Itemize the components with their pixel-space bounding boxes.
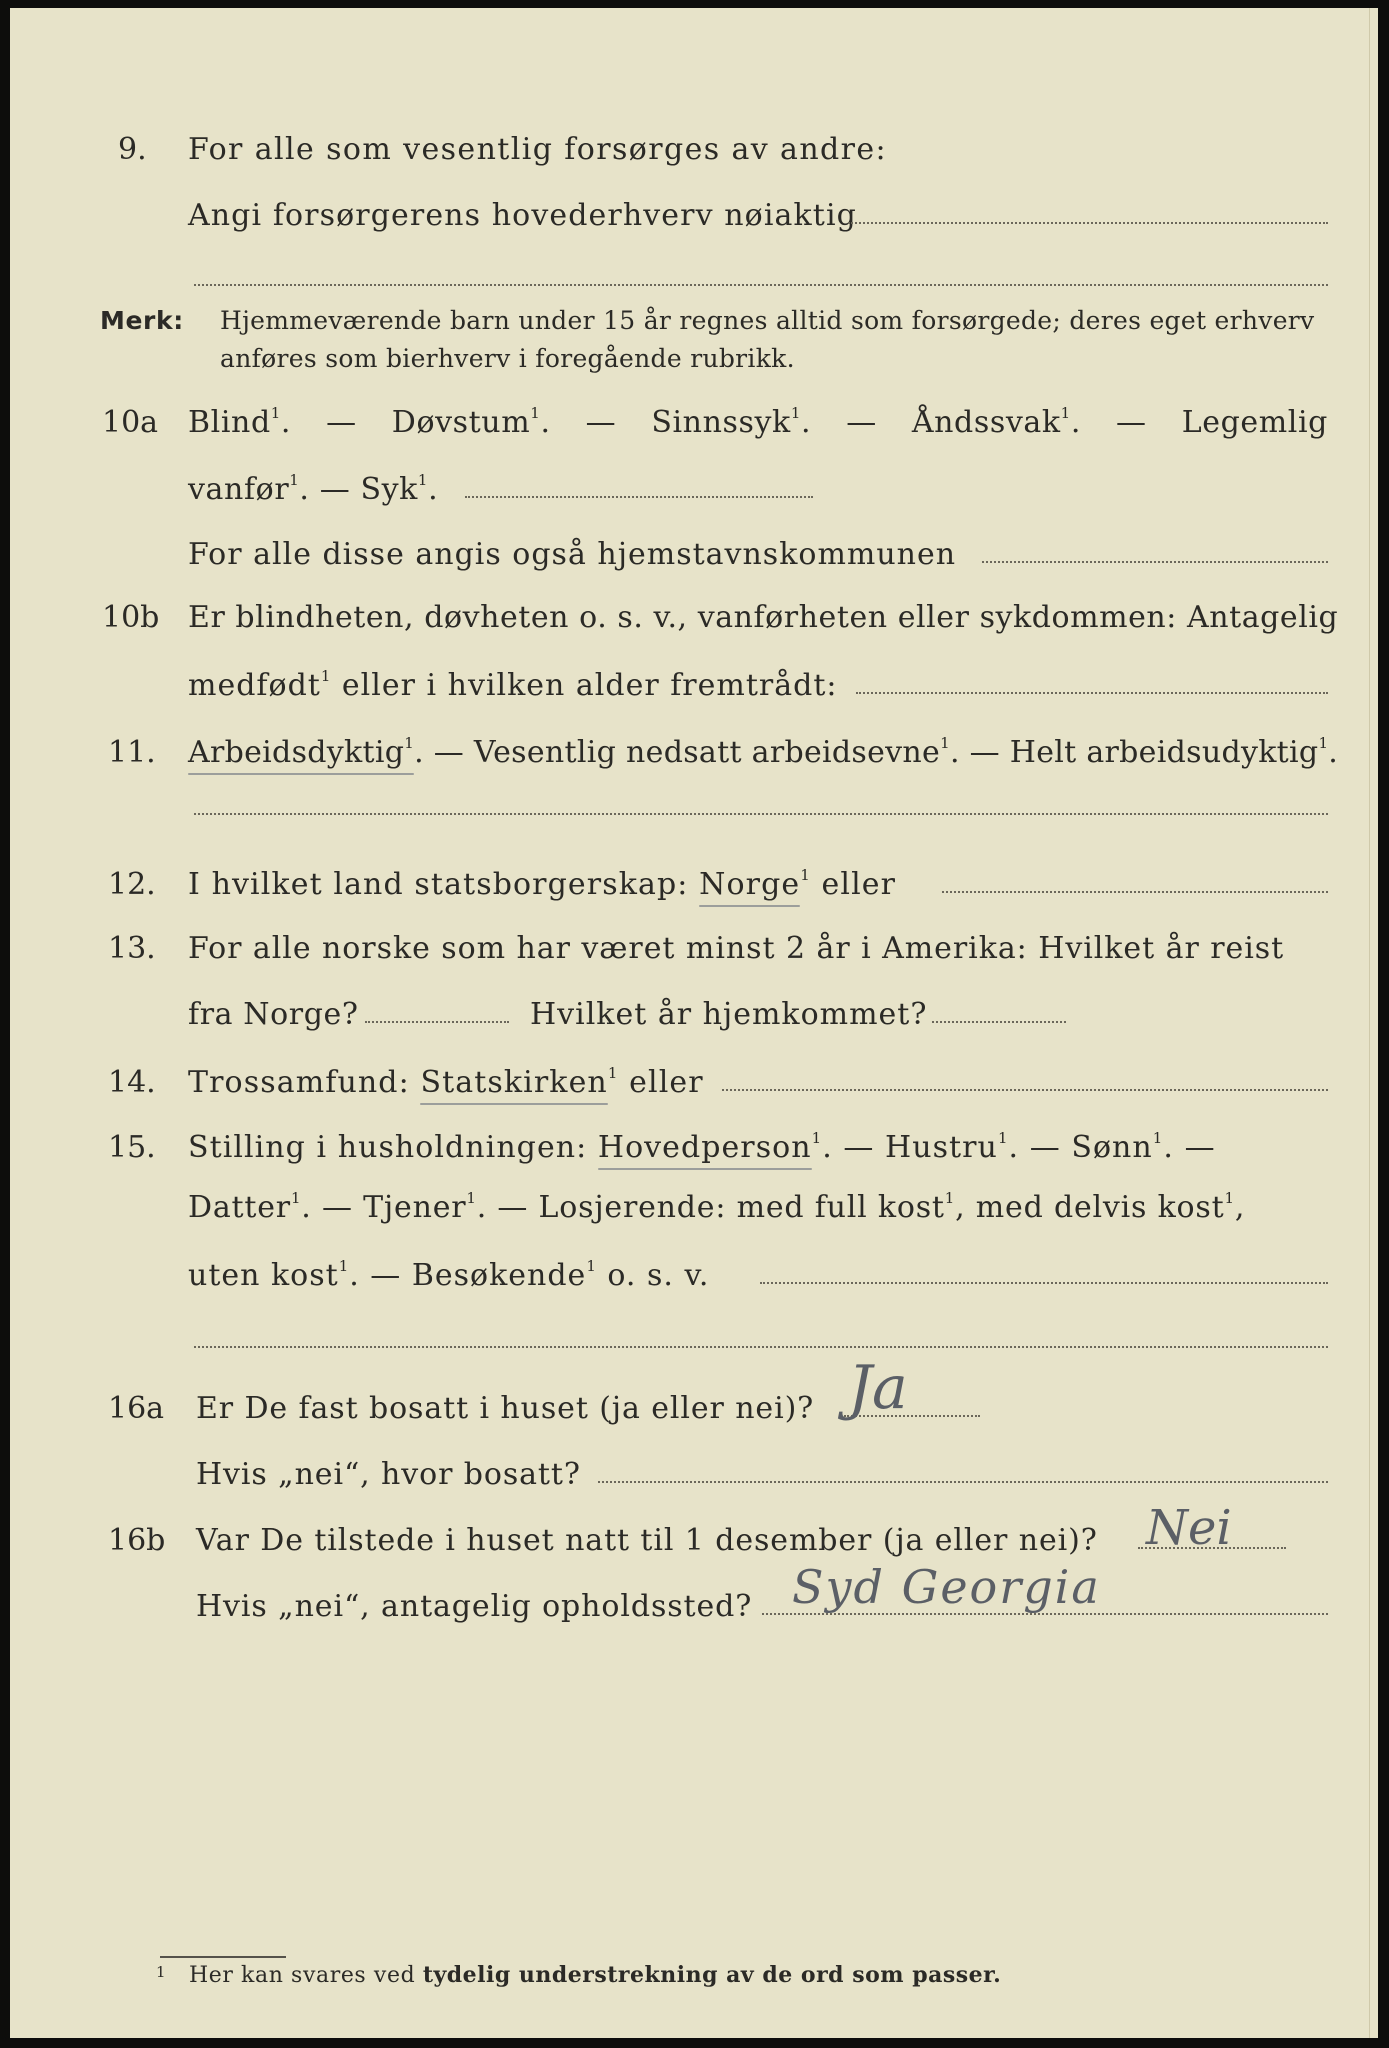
merk-line1: Hjemmeværende barn under 15 år regnes alltid som forsørgede; deres eget erhverv <box>220 306 1315 335</box>
q16a-answer-line-2 <box>598 1481 1328 1483</box>
q9-answer-line <box>848 222 1328 224</box>
q13-answer-line-2 <box>932 1021 1066 1023</box>
q10a-line1: Blind$^1$. — Døvstum$^1$. — Sinnssyk$^1$. — Åndssvak$^1$. — Legemlig <box>188 404 1328 440</box>
q10b-answer-line <box>856 692 1328 694</box>
q10a-line3: For alle disse angis også hjemstavnskommunen <box>188 537 957 572</box>
merk-label: Merk: <box>100 306 184 335</box>
q10b-line2: medfødt$^1$ eller i hvilken alder fremtrådt: <box>188 667 838 703</box>
q15-line2: Datter$^1$. — Tjener$^1$. — Losjerende: med full kost$^1$, med delvis kost$^1$, <box>188 1189 1246 1225</box>
q14-number: 14. <box>108 1065 156 1100</box>
opt-hovedperson-underlined: Hovedperson <box>597 1130 812 1165</box>
q11-number: 11. <box>108 735 156 770</box>
q13-answer-line-1 <box>365 1021 509 1023</box>
q15-line3: uten kost$^1$. — Besøkende$^1$ o. s. v. <box>188 1257 710 1293</box>
q16b-handwritten-answer: Nei <box>1146 1500 1232 1556</box>
q15-answer-line-2 <box>194 1346 1328 1348</box>
q16b-line1: Var De tilstede i huset natt til 1 desember (ja eller nei)? <box>196 1523 1098 1558</box>
q16a-number: 16a <box>108 1391 165 1426</box>
q12-answer-line <box>942 891 1328 893</box>
opt-sinnssyk: Sinnssyk$^1$. <box>651 404 812 440</box>
q12-line: I hvilket land statsborgerskap: Norge$^1$ eller <box>188 866 897 902</box>
q9-line2: Angi forsørgerens hovederhverv nøiaktig <box>188 198 857 233</box>
q14-line: Trossamfund: Statskirken$^1$ eller <box>188 1064 704 1100</box>
q16b-handwritten-location: Syd Georgia <box>792 1560 1101 1614</box>
q16a-handwritten-answer: Ja <box>848 1353 908 1423</box>
q16b-line2: Hvis „nei“, antagelig opholdssted? <box>196 1589 753 1624</box>
opt-syk: Syk$^1$. <box>360 471 439 507</box>
q11-line: Arbeidsdyktig$^1$. — Vesentlig nedsatt arbeidsevne$^1$. — Helt arbeidsudyktig$^1$. <box>188 734 1339 770</box>
q10a-answer-line <box>465 496 813 498</box>
q10a-number: 10a <box>102 405 159 440</box>
q13-number: 13. <box>108 931 156 966</box>
q16b-number: 16b <box>108 1523 166 1558</box>
opt-vanfor: vanfør$^1$. <box>188 471 310 507</box>
q11-answer-line <box>194 813 1328 815</box>
q12-number: 12. <box>108 867 156 902</box>
q15-number: 15. <box>108 1130 156 1165</box>
merk-line2: anføres som bierhverv i foregående rubrikk. <box>220 344 795 373</box>
opt-norge-underlined: Norge <box>699 867 801 902</box>
census-form-page <box>10 8 1378 2038</box>
opt-andssvak: Åndssvak$^1$. <box>911 404 1081 440</box>
q16a-line2: Hvis „nei“, hvor bosatt? <box>196 1457 581 1492</box>
footnote-rule <box>160 1956 286 1958</box>
q10b-line1: Er blindheten, døvheten o. s. v., vanførheten eller sykdommen: Antagelig <box>188 600 1339 635</box>
q10a-answer-line-2 <box>982 561 1328 563</box>
q9-number: 9. <box>118 132 147 167</box>
opt-statskirken-underlined: Statskirken <box>420 1065 608 1100</box>
q9-line1: For alle som vesentlig forsørges av andre: <box>188 132 888 167</box>
opt-blind: Blind$^1$. <box>188 404 292 440</box>
q10b-number: 10b <box>102 600 160 635</box>
q13-line2b: Hvilket år hjemkommet? <box>530 997 928 1032</box>
opt-arbeidsdyktig-underlined: Arbeidsdyktig$^1$ <box>188 734 415 770</box>
q16a-line1: Er De fast bosatt i huset (ja eller nei)? <box>196 1391 815 1426</box>
q13-line1: For alle norske som har været minst 2 år i Amerika: Hvilket år reist <box>188 931 1285 966</box>
q14-answer-line <box>722 1089 1328 1091</box>
q15-answer-line <box>760 1282 1328 1284</box>
opt-dovstum: Døvstum$^1$. <box>391 404 551 440</box>
q13-line2a: fra Norge? <box>188 997 359 1032</box>
footnote: $^1$ Her kan svares ved tydelig understrekning av de ord som passer. <box>156 1962 1002 1988</box>
opt-legemlig: Legemlig <box>1181 405 1328 440</box>
q10a-line2: vanfør$^1$. — Syk$^1$. <box>188 471 439 507</box>
q15-line1: Stilling i husholdningen: Hovedperson$^1$. — Hustru$^1$. — Sønn$^1$. — <box>188 1129 1216 1165</box>
q9-answer-line-2 <box>194 284 1328 286</box>
